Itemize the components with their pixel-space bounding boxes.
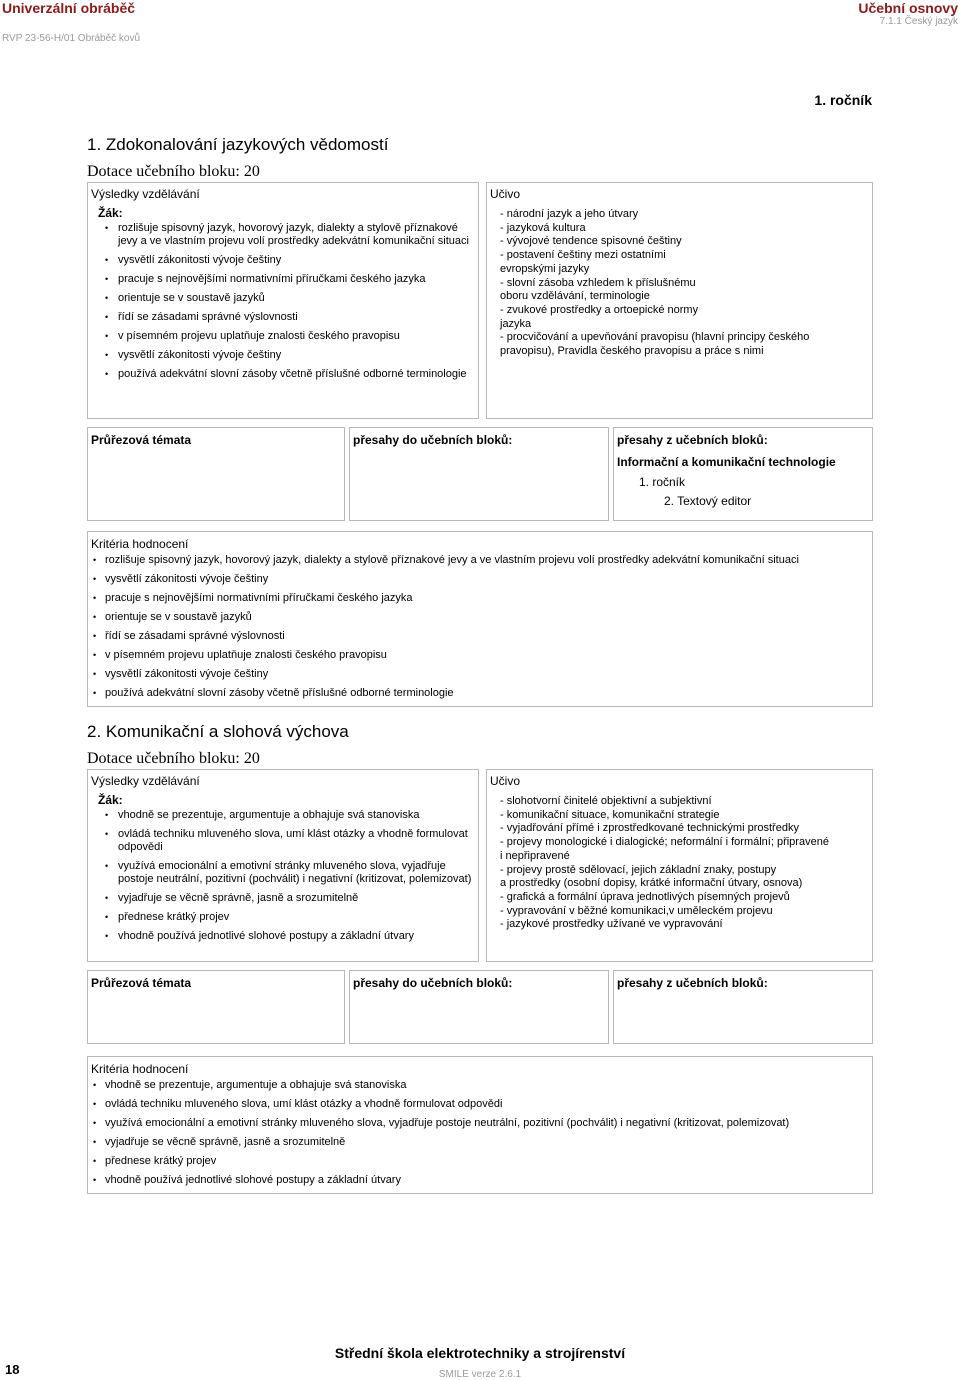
content	[87, 134, 873, 1194]
prurezova-temata-cell	[87, 970, 345, 1044]
list-item: • vysvětlí zákonitosti vývoje češtiny	[91, 573, 869, 586]
list-item: • vhodně používá jednotlivé slohové postupy a základní útvary	[96, 930, 474, 943]
footer-school-name: Střední škola elektrotechniky a strojírenství	[334, 1345, 626, 1361]
header-subject: 7.1.1 Český jazyk	[879, 16, 958, 27]
list-item: • přednese krátký projev	[96, 911, 474, 924]
block-columns	[87, 182, 873, 419]
prurezova-row	[87, 970, 873, 1044]
presahy-year: 1. ročník	[639, 475, 686, 489]
list-item: • vyjadřuje se věcně správně, jasně a srozumitelně	[96, 892, 474, 905]
year-label: 1. ročník	[814, 92, 872, 108]
list-item: • vysvětlí zákonitosti vývoje češtiny	[91, 668, 869, 681]
block-dotace: Dotace učebního bloku: 20	[87, 163, 260, 180]
presahy-item: 2. Textový editor	[664, 494, 752, 508]
footer-version: SMILE verze 2.6.1	[438, 1369, 522, 1380]
list-item: • využívá emocionální a emotivní stránky mluveného slova, vyjadřuje postoje neutrální, pozitivní (pochválit) i negativní (kritizovat, polemizovat)	[91, 1117, 869, 1130]
kriteria-box	[87, 531, 873, 707]
list-item: • v písemném projevu uplatňuje znalosti českého pravopisu	[91, 649, 869, 662]
prurezova-temata-header: Průřezová témata	[91, 433, 192, 447]
block-1	[87, 134, 873, 707]
presahy-do-cell	[349, 970, 609, 1044]
list-item: • používá adekvátní slovní zásoby včetně příslušné odborné terminologie	[91, 687, 869, 700]
block-2	[87, 721, 873, 1194]
list-item: • vhodně se prezentuje, argumentuje a obhajuje svá stanoviska	[91, 1079, 869, 1092]
kriteria-box	[87, 1056, 873, 1194]
zak-label: Žák:	[98, 206, 123, 220]
list-item: • řídí se zásadami správné výslovnosti	[91, 630, 869, 643]
list-item: • ovládá techniku mluveného slova, umí klást otázky a vhodně formulovat odpovědi	[91, 1098, 869, 1111]
ucivo-text: - slohotvorní činitelé objektivní a subjektivní - komunikační situace, komunikační strategie - vyjadřování přímé i zprostředkované technickými prostředky - projevy monologické i dialogické; neformální i formální; připravené i nepřipravené - projevy prostě sdělovací, jejich základní znaky, postupy a prostředky (osobní dopisy, krátké informační útvary, osnova) - grafická a formální úprava jednotlivých písemných projevů - vypravování v běžné komunikaci,v uměleckém projevu - jazykové prostředky užívané ve vypravování	[500, 795, 829, 931]
list-item: • vyjadřuje se věcně správně, jasně a srozumitelně	[91, 1136, 869, 1149]
header-rvp-code: RVP 23-56-H/01 Obráběč kovů	[2, 33, 141, 44]
ucivo-box	[486, 769, 873, 962]
list-item: • rozlišuje spisovný jazyk, hovorový jazyk, dialekty a stylově příznakové jevy a ve vlastním projevu volí prostředky adekvátní komunikační situaci	[96, 222, 474, 248]
block-title: 2. Komunikační a slohová výchova	[87, 722, 349, 741]
list-item: • využívá emocionální a emotivní stránky mluveného slova, vyjadřuje postoje neutrální, pozitivní (pochválit) i negativní (kritizovat, polemizovat)	[96, 860, 474, 886]
list-item: • přednese krátký projev	[91, 1155, 869, 1168]
list-item: • používá adekvátní slovní zásoby včetně příslušné odborné terminologie	[96, 368, 474, 381]
presahy-do-cell	[349, 427, 609, 521]
list-item: • orientuje se v soustavě jazyků	[91, 611, 869, 624]
list-item: • orientuje se v soustavě jazyků	[96, 292, 474, 305]
results-title: Výsledky vzdělávání	[91, 187, 200, 201]
list-item: • vhodně používá jednotlivé slohové postupy a základní útvary	[91, 1174, 869, 1187]
page-number: 18	[5, 1362, 20, 1377]
results-box	[87, 769, 479, 962]
presahy-do-header: přesahy do učebních bloků:	[353, 976, 513, 990]
list-item: • vysvětlí zákonitosti vývoje češtiny	[96, 349, 474, 362]
zak-label: Žák:	[98, 793, 123, 807]
results-title: Výsledky vzdělávání	[91, 774, 200, 788]
presahy-z-header: přesahy z učebních bloků:	[617, 976, 768, 990]
ucivo-text: - národní jazyk a jeho útvary - jazyková kultura - vývojové tendence spisovné češtiny - postavení češtiny mezi ostatními evropskými jazyky - slovní zásoba vzhledem k příslušnému oboru vzdělávání, terminologie - zvukové prostředky a ortoepické normy jazyka - procvičování a upevňování pravopisu (hlavní principy českého pravopisu), Pravidla českého pravopisu a práce s nimi	[500, 208, 810, 358]
header-section-title: Učební osnovy	[858, 0, 958, 16]
prurezova-row	[87, 427, 873, 521]
prurezova-temata-cell	[87, 427, 345, 521]
ucivo-title: Učivo	[490, 774, 521, 788]
block-dotace: Dotace učebního bloku: 20	[87, 750, 260, 767]
ucivo-box	[486, 182, 873, 419]
kriteria-list	[91, 554, 869, 700]
ucivo-title: Učivo	[490, 187, 521, 201]
list-item: • rozlišuje spisovný jazyk, hovorový jazyk, dialekty a stylově příznakové jevy a ve vlastním projevu volí prostředky adekvátní komunikační situaci	[91, 554, 869, 567]
list-item: • pracuje s nejnovějšími normativními příručkami českého jazyka	[96, 273, 474, 286]
list-item: • v písemném projevu uplatňuje znalosti českého pravopisu	[96, 330, 474, 343]
results-list	[91, 809, 474, 943]
list-item: • pracuje s nejnovějšími normativními příručkami českého jazyka	[91, 592, 869, 605]
list-item: • řídí se zásadami správné výslovnosti	[96, 311, 474, 324]
kriteria-title: Kritéria hodnocení	[91, 537, 189, 551]
results-box	[87, 182, 479, 419]
block-columns	[87, 769, 873, 962]
kriteria-list	[91, 1079, 869, 1187]
presahy-do-header: přesahy do učebních bloků:	[353, 433, 513, 447]
list-item: • vysvětlí zákonitosti vývoje češtiny	[96, 254, 474, 267]
kriteria-title: Kritéria hodnocení	[91, 1062, 189, 1076]
block-title: 1. Zdokonalování jazykových vědomostí	[87, 135, 389, 154]
presahy-subject: Informační a komunikační technologie	[617, 455, 836, 469]
header-document-title: Univerzální obráběč	[2, 0, 136, 16]
list-item: • ovládá techniku mluveného slova, umí klást otázky a vhodně formulovat odpovědi	[96, 828, 474, 854]
prurezova-temata-header: Průřezová témata	[91, 976, 192, 990]
presahy-z-header: přesahy z učebních bloků:	[617, 433, 768, 447]
presahy-z-cell	[613, 970, 873, 1044]
list-item: • vhodně se prezentuje, argumentuje a obhajuje svá stanoviska	[96, 809, 474, 822]
presahy-z-cell	[613, 427, 873, 521]
results-list	[91, 222, 474, 381]
